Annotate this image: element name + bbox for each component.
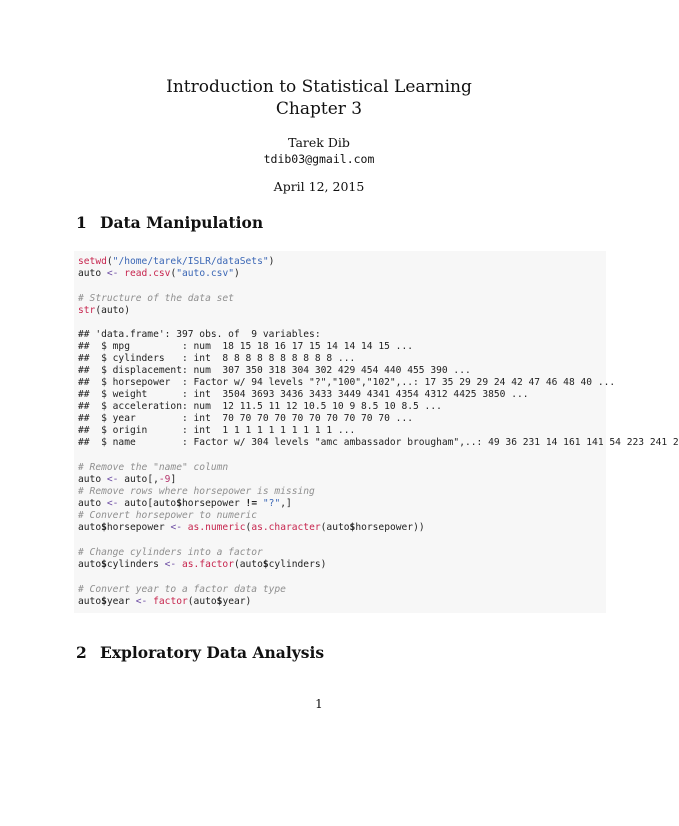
paper-title: Introduction to Statistical Learning: [166, 77, 472, 97]
output-line: ## $ name : Factor w/ 304 levels "amc ambassador brougham",..: 49 36 231 14 161 141 54 223 241 2: [78, 437, 679, 448]
section-number: 2: [76, 643, 87, 662]
code-line-str: str(auto): [78, 305, 130, 316]
code-line-setwd: setwd("/home/tarek/ISLR/dataSets"): [78, 256, 275, 267]
output-line: ## $ displacement: num 307 350 318 304 302 429 454 440 455 390 ...: [78, 365, 471, 376]
output-line: ## $ weight : int 3504 3693 3436 3433 3449 4341 4354 4312 4425 3850 ...: [78, 389, 529, 400]
code-line-filter-rows: auto <- auto[auto$horsepower != "?",]: [78, 498, 292, 509]
title-block: [0, 76, 638, 194]
paper-subtitle: Chapter 3: [275, 99, 363, 119]
code-comment: # Convert horsepower to numeric: [78, 510, 258, 521]
code-line-factor-year: auto$year <- factor(auto$year): [78, 596, 252, 607]
code-comment: # Convert year to a factor data type: [78, 584, 286, 595]
output-line: ## 'data.frame': 397 obs. of 9 variables:: [78, 329, 321, 340]
author-name: Tarek Dib: [288, 135, 350, 150]
author-email: tdib03@gmail.com: [263, 152, 375, 166]
section-title: Data Manipulation: [100, 213, 264, 232]
output-line: ## $ horsepower : Factor w/ 94 levels "?","100","102",..: 17 35 29 29 24 42 47 46 48 40 ...: [78, 377, 616, 388]
page-number: 1: [315, 697, 323, 711]
code-line-drop-column: auto <- auto[,-9]: [78, 474, 177, 485]
code-block: [74, 251, 679, 613]
code-comment: # Remove rows where horsepower is missing: [78, 486, 315, 497]
code-comment: # Structure of the data set: [78, 293, 234, 304]
output-line: ## $ year : int 70 70 70 70 70 70 70 70 70 70 ...: [78, 413, 414, 424]
output-line: ## $ acceleration: num 12 11.5 11 12 10.5 10 9 8.5 10 8.5 ...: [78, 401, 442, 412]
section-heading-2: [76, 643, 324, 662]
code-line-as-numeric: auto$horsepower <- as.numeric(as.character(auto$horsepower)): [78, 522, 425, 533]
code-comment: # Change cylinders into a factor: [78, 547, 263, 558]
section-title: Exploratory Data Analysis: [100, 643, 325, 662]
output-line: ## $ mpg : num 18 15 18 16 17 15 14 14 14 15 ...: [78, 341, 414, 352]
code-comment: # Remove the "name" column: [78, 462, 229, 473]
output-line: ## $ origin : int 1 1 1 1 1 1 1 1 1 1 ...: [78, 425, 356, 436]
section-number: 1: [76, 213, 87, 232]
code-line-read-csv: auto <- read.csv("auto.csv"): [78, 268, 240, 279]
paper-date: April 12, 2015: [273, 179, 365, 194]
code-line-as-factor: auto$cylinders <- as.factor(auto$cylinders): [78, 559, 327, 570]
section-heading-1: [76, 213, 263, 232]
output-line: ## $ cylinders : int 8 8 8 8 8 8 8 8 8 8 ...: [78, 353, 356, 364]
